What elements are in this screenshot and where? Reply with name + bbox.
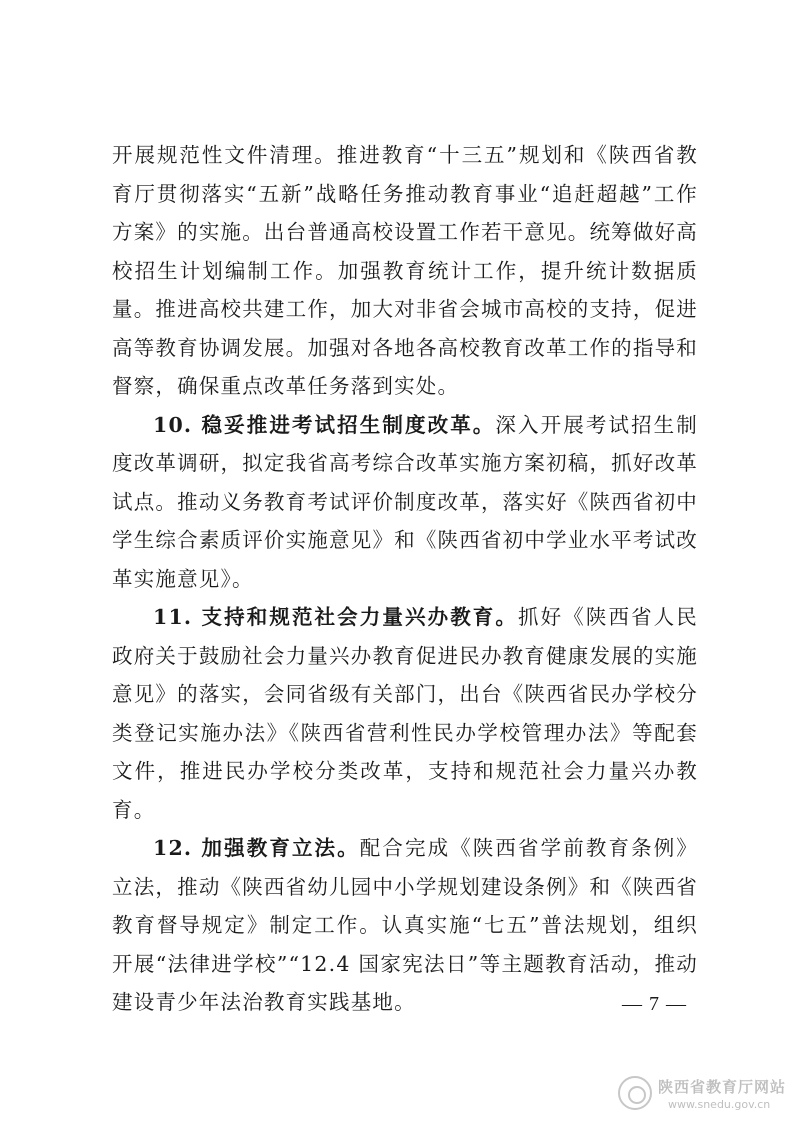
paragraph-text: 开展规范性文件清理。推进教育“十三五”规划和《陕西省教育厅贯彻落实“五新”战略任务推动教育事业“追赶超越”工作方案》的实施。出台普通高校设置工作若干意见。统筹做好高校招生计划编制工作。加强教育统计工作，提升统计数据质量。推进高校共建工作，加大对非省会城市高校的支持，促进高等教育协调发展。加强对各地各高校教育改革工作的指导和督察，确保重点改革任务落到实处。 [112, 143, 698, 398]
paragraph-text: 抓好《陕西省人民政府关于鼓励社会力量兴办教育促进民办教育健康发展的实施意见》的落实，会同省级有关部门，出台《陕西省民办学校分类登记实施办法》《陕西省营利性民办学校管理办法》等配套文件，推进民办学校分类改革，支持和规范社会力量兴办教育。 [112, 605, 698, 822]
paragraph-private-education [112, 598, 698, 829]
paragraph-heading: 12. 加强教育立法。 [153, 836, 360, 860]
paragraph-text: 深入开展考试招生制度改革调研，拟定我省高考综合改革实施方案初稿，抓好改革试点。推动义务教育考试评价制度改革，落实好《陕西省初中学生综合素质评价实施意见》和《陕西省初中学业水平考试改革实施意见》。 [112, 412, 698, 591]
page-number: — 7 — [622, 993, 687, 1015]
paragraph-exam-reform [112, 406, 698, 599]
paragraph-education-legislation [112, 829, 698, 1022]
document-body [112, 136, 698, 1022]
paragraph-heading: 10. 稳妥推进考试招生制度改革。 [153, 412, 496, 437]
seal-icon [618, 1076, 652, 1110]
paragraph-planning-continued [112, 136, 698, 406]
watermark-title: 陕西省教育厅网站 [658, 1078, 787, 1096]
paragraph-heading: 11. 支持和规范社会力量兴办教育。 [153, 605, 519, 629]
paragraph-text: 配合完成《陕西省学前教育条例》立法，推动《陕西省幼儿园中小学规划建设条例》和《陕西省教育督导规定》制定工作。认真实施“七五”普法规划，组织开展“法律进学校”“12.4 国家宪法日”等主题教育活动，推动建设青少年法治教育实践基地。 [112, 836, 698, 1014]
site-watermark [618, 1074, 790, 1118]
watermark-url: www.snedu.gov.cn [668, 1098, 771, 1111]
